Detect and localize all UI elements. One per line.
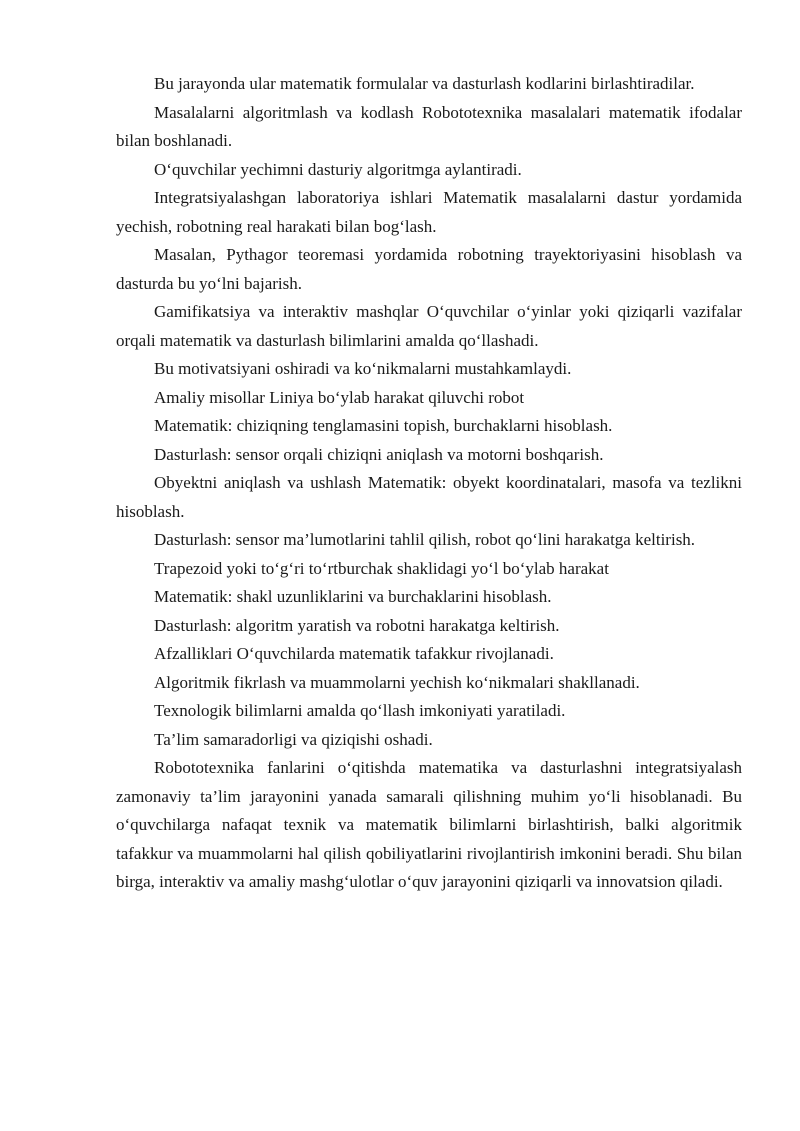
paragraph: Gamifikatsiya va interaktiv mashqlar O‘quvchilar o‘yinlar yoki qiziqarli vazifalar orqali matematik va dasturlash bilimlarini amalda qo‘llashadi. [116,302,742,350]
paragraph: Dasturlash: algoritm yaratish va robotni harakatga keltirish. [154,615,560,635]
paragraph: Masalalarni algoritmlash va kodlash Robototexnika masalalari matematik ifodalar bilan boshlanadi. [116,102,742,150]
paragraph: Amaliy misollar Liniya bo‘ylab harakat qiluvchi robot [154,387,525,407]
paragraph: Dasturlash: sensor ma’lumotlarini tahlil qilish, robot qo‘lini harakatga keltirish. [154,530,696,549]
paragraph: Integratsiyalashgan laboratoriya ishlari Matematik masalalarni dastur yordamida yechish, robotning real harakati bilan bog‘lash. [116,188,742,236]
paragraph: Matematik: chiziqning tenglamasini topish, burchaklarni hisoblash. [154,416,613,435]
paragraph: Afzalliklari O‘quvchilarda matematik tafakkur rivojlanadi. [154,644,554,663]
document-body [116,70,742,897]
paragraph: Masalan, Pythagor teoremasi yordamida robotning trayektoriyasini hisoblash va dasturda bu yo‘lni bajarish. [116,245,742,293]
paragraph: Bu jarayonda ular matematik formulalar va dasturlash kodlarini birlashtiradilar. [154,74,695,93]
paragraph: Dasturlash: sensor orqali chiziqni aniqlash va motorni boshqarish. [154,444,604,464]
paragraph: Matematik: shakl uzunliklarini va burchaklarini hisoblash. [154,587,552,606]
paragraph: Ta’lim samaradorligi va qiziqishi oshadi. [154,729,433,749]
paragraph: Obyektni aniqlash va ushlash Matematik: obyekt koordinatalari, masofa va tezlikni hisoblash. [116,473,742,521]
paragraph: O‘quvchilar yechimni dasturiy algoritmga aylantiradi. [154,159,522,179]
paragraph: Trapezoid yoki to‘g‘ri to‘rtburchak shaklidagi yo‘l bo‘ylab harakat [154,558,609,578]
paragraph: Robototexnika fanlarini o‘qitishda matematika va dasturlashni integratsiyalash zamonaviy ta’lim jarayonini yanada samarali qilishning muhim yo‘li hisoblanadi. Bu o‘quvchilarga nafaqat texnik va matematik bilimlarni birlashtirish, balki algoritmik tafakkur va muammolarni hal qilish qobiliyatlarini rivojlantirish imkonini beradi. Shu bilan birga, interaktiv va amaliy mashg‘ulotlar o‘quv jarayonini qiziqarli va innovatsion qiladi. [116,758,742,891]
paragraph: Texnologik bilimlarni amalda qo‘llash imkoniyati yaratiladi. [154,701,566,720]
paragraph: Bu motivatsiyani oshiradi va ko‘nikmalarni mustahkamlaydi. [154,359,572,378]
paragraph: Algoritmik fikrlash va muammolarni yechish ko‘nikmalari shakllanadi. [154,672,640,692]
